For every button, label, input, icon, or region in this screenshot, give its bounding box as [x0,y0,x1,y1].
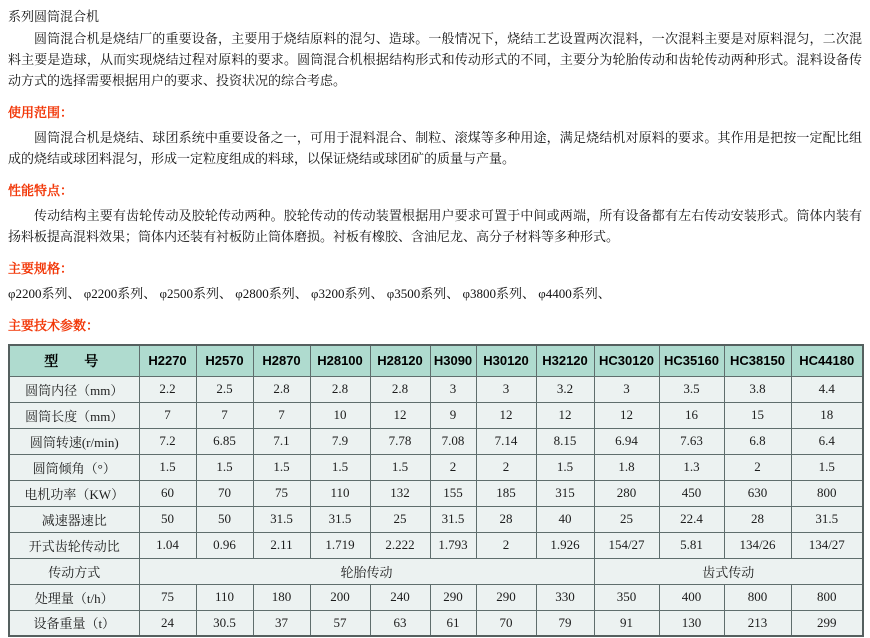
value-cell: 25 [370,506,430,532]
value-cell: 40 [536,506,594,532]
value-cell: 130 [659,610,724,636]
value-cell: 2 [476,532,536,558]
value-cell: 79 [536,610,594,636]
model-header: HC38150 [724,345,791,376]
value-cell: 7.1 [253,428,310,454]
value-cell: 6.94 [594,428,659,454]
value-cell: 24 [139,610,196,636]
value-cell: 15 [724,402,791,428]
table-row [9,454,863,480]
value-cell: 70 [476,610,536,636]
value-cell: 1.926 [536,532,594,558]
value-cell: 330 [536,584,594,610]
intro-paragraph: 圆筒混合机是烧结厂的重要设备，主要用于烧结原料的混匀、造球。一般情况下，烧结工艺设置两次混料，一次混料主要是对原料混匀，二次混料主要是造球，从而实现烧结过程对原料的要求。圆筒混合机根据结构形式和传动形式的不同，主要分为轮胎传动和齿轮传动两种形式。混料设备传动方式的选择需要根据用户的要求、投资状况的综合考虑。 [8,31,862,88]
model-header: H32120 [536,345,594,376]
parameters-table [8,344,864,637]
value-cell: 7.14 [476,428,536,454]
value-cell: 10 [310,402,370,428]
value-cell: 2.8 [370,376,430,402]
value-cell: 3.2 [536,376,594,402]
value-cell: 1.8 [594,454,659,480]
model-header: H30120 [476,345,536,376]
value-cell: 37 [253,610,310,636]
specs-section-heading: 主要规格： [8,261,74,276]
value-cell: 155 [430,480,476,506]
model-header: HC44180 [791,345,863,376]
table-row [9,610,863,636]
value-cell: 1.5 [253,454,310,480]
value-cell: 180 [253,584,310,610]
value-cell: 800 [791,584,863,610]
value-cell: 22.4 [659,506,724,532]
value-cell: 7.63 [659,428,724,454]
value-cell: 1.5 [791,454,863,480]
value-cell: 2 [476,454,536,480]
specs-series-list: φ2200系列、 φ2200系列、 φ2500系列、 φ2800系列、 φ3200系列、 φ3500系列、 φ3800系列、 φ4400系列、 [8,286,611,301]
row-label: 圆筒转速(r/min) [9,428,139,454]
model-header: HC35160 [659,345,724,376]
value-cell: 16 [659,402,724,428]
table-body [9,376,863,636]
table-row [9,532,863,558]
value-cell: 7 [139,402,196,428]
value-cell: 132 [370,480,430,506]
value-cell: 75 [253,480,310,506]
page-title: 系列圆筒混合机 [8,9,100,24]
model-header: H2870 [253,345,310,376]
value-cell: 280 [594,480,659,506]
value-cell: 12 [476,402,536,428]
value-cell: 12 [370,402,430,428]
value-cell: 213 [724,610,791,636]
table-row [9,376,863,402]
row-label: 圆筒长度（mm） [9,402,139,428]
row-label: 设备重量（t） [9,610,139,636]
drive-mode-cell: 轮胎传动 [139,558,594,584]
value-cell: 75 [139,584,196,610]
row-label: 圆筒倾角（°） [9,454,139,480]
row-label: 传动方式 [9,558,139,584]
value-cell: 7.08 [430,428,476,454]
value-cell: 630 [724,480,791,506]
features-section-heading: 性能特点： [8,183,74,198]
value-cell: 31.5 [791,506,863,532]
value-cell: 110 [310,480,370,506]
value-cell: 800 [724,584,791,610]
table-row [9,584,863,610]
value-cell: 2.11 [253,532,310,558]
value-cell: 5.81 [659,532,724,558]
value-cell: 110 [196,584,253,610]
value-cell: 3 [476,376,536,402]
value-cell: 3 [594,376,659,402]
value-cell: 1.719 [310,532,370,558]
value-cell: 31.5 [253,506,310,532]
model-header: H28100 [310,345,370,376]
value-cell: 185 [476,480,536,506]
model-header: HC30120 [594,345,659,376]
row-label: 减速器速比 [9,506,139,532]
value-cell: 50 [139,506,196,532]
value-cell: 2.222 [370,532,430,558]
value-cell: 2.8 [310,376,370,402]
value-cell: 25 [594,506,659,532]
value-cell: 134/26 [724,532,791,558]
value-cell: 200 [310,584,370,610]
value-cell: 61 [430,610,476,636]
table-row [9,428,863,454]
model-header: H2570 [196,345,253,376]
value-cell: 154/27 [594,532,659,558]
value-cell: 3 [430,376,476,402]
features-paragraph: 传动结构主要有齿轮传动及胶轮传动两种。胶轮传动的传动装置根据用户要求可置于中间或两端，所有设备都有左右传动安装形式。筒体内装有扬料板提高混料效果；筒体内还装有衬板防止筒体磨损。衬板有橡胶、含油尼龙、高分子材料等多种形式。 [8,208,862,244]
value-cell: 28 [724,506,791,532]
model-header: H3090 [430,345,476,376]
value-cell: 1.3 [659,454,724,480]
usage-section-heading: 使用范围： [8,105,74,120]
value-cell: 1.5 [536,454,594,480]
value-cell: 12 [536,402,594,428]
usage-paragraph: 圆筒混合机是烧结、球团系统中重要设备之一，可用于混料混合、制粒、滚煤等多种用途，满足烧结机对原料的要求。其作用是把按一定配比组成的烧结或球团料混匀，形成一定粒度组成的料球，以保证烧结或球团矿的质量与产量。 [8,130,862,166]
value-cell: 4.4 [791,376,863,402]
value-cell: 2.2 [139,376,196,402]
value-cell: 400 [659,584,724,610]
value-cell: 450 [659,480,724,506]
value-cell: 7.78 [370,428,430,454]
value-cell: 31.5 [430,506,476,532]
value-cell: 18 [791,402,863,428]
value-cell: 60 [139,480,196,506]
value-cell: 240 [370,584,430,610]
table-header-row [9,345,863,376]
value-cell: 2 [724,454,791,480]
value-cell: 350 [594,584,659,610]
value-cell: 30.5 [196,610,253,636]
row-label: 处理量（t/h） [9,584,139,610]
value-cell: 9 [430,402,476,428]
value-cell: 3.5 [659,376,724,402]
value-cell: 2.8 [253,376,310,402]
value-cell: 57 [310,610,370,636]
table-row [9,402,863,428]
value-cell: 7.2 [139,428,196,454]
model-header: H2270 [139,345,196,376]
value-cell: 2.5 [196,376,253,402]
value-cell: 7.9 [310,428,370,454]
table-row [9,558,863,584]
model-header: H28120 [370,345,430,376]
value-cell: 1.04 [139,532,196,558]
value-cell: 1.5 [310,454,370,480]
row-label: 开式齿轮传动比 [9,532,139,558]
value-cell: 290 [430,584,476,610]
row-label: 电机功率（KW） [9,480,139,506]
value-cell: 315 [536,480,594,506]
value-cell: 1.793 [430,532,476,558]
value-cell: 134/27 [791,532,863,558]
value-cell: 290 [476,584,536,610]
value-cell: 6.8 [724,428,791,454]
value-cell: 8.15 [536,428,594,454]
value-cell: 50 [196,506,253,532]
model-column-label: 型 号 [9,345,139,376]
value-cell: 800 [791,480,863,506]
value-cell: 1.5 [139,454,196,480]
table-row [9,480,863,506]
value-cell: 1.5 [196,454,253,480]
value-cell: 1.5 [370,454,430,480]
value-cell: 91 [594,610,659,636]
value-cell: 28 [476,506,536,532]
value-cell: 6.85 [196,428,253,454]
row-label: 圆筒内径（mm） [9,376,139,402]
drive-mode-cell: 齿式传动 [594,558,863,584]
value-cell: 299 [791,610,863,636]
value-cell: 2 [430,454,476,480]
value-cell: 3.8 [724,376,791,402]
value-cell: 31.5 [310,506,370,532]
value-cell: 7 [196,402,253,428]
parameters-section-heading: 主要技术参数： [8,318,100,333]
table-row [9,506,863,532]
value-cell: 12 [594,402,659,428]
value-cell: 7 [253,402,310,428]
value-cell: 70 [196,480,253,506]
value-cell: 63 [370,610,430,636]
value-cell: 0.96 [196,532,253,558]
value-cell: 6.4 [791,428,863,454]
